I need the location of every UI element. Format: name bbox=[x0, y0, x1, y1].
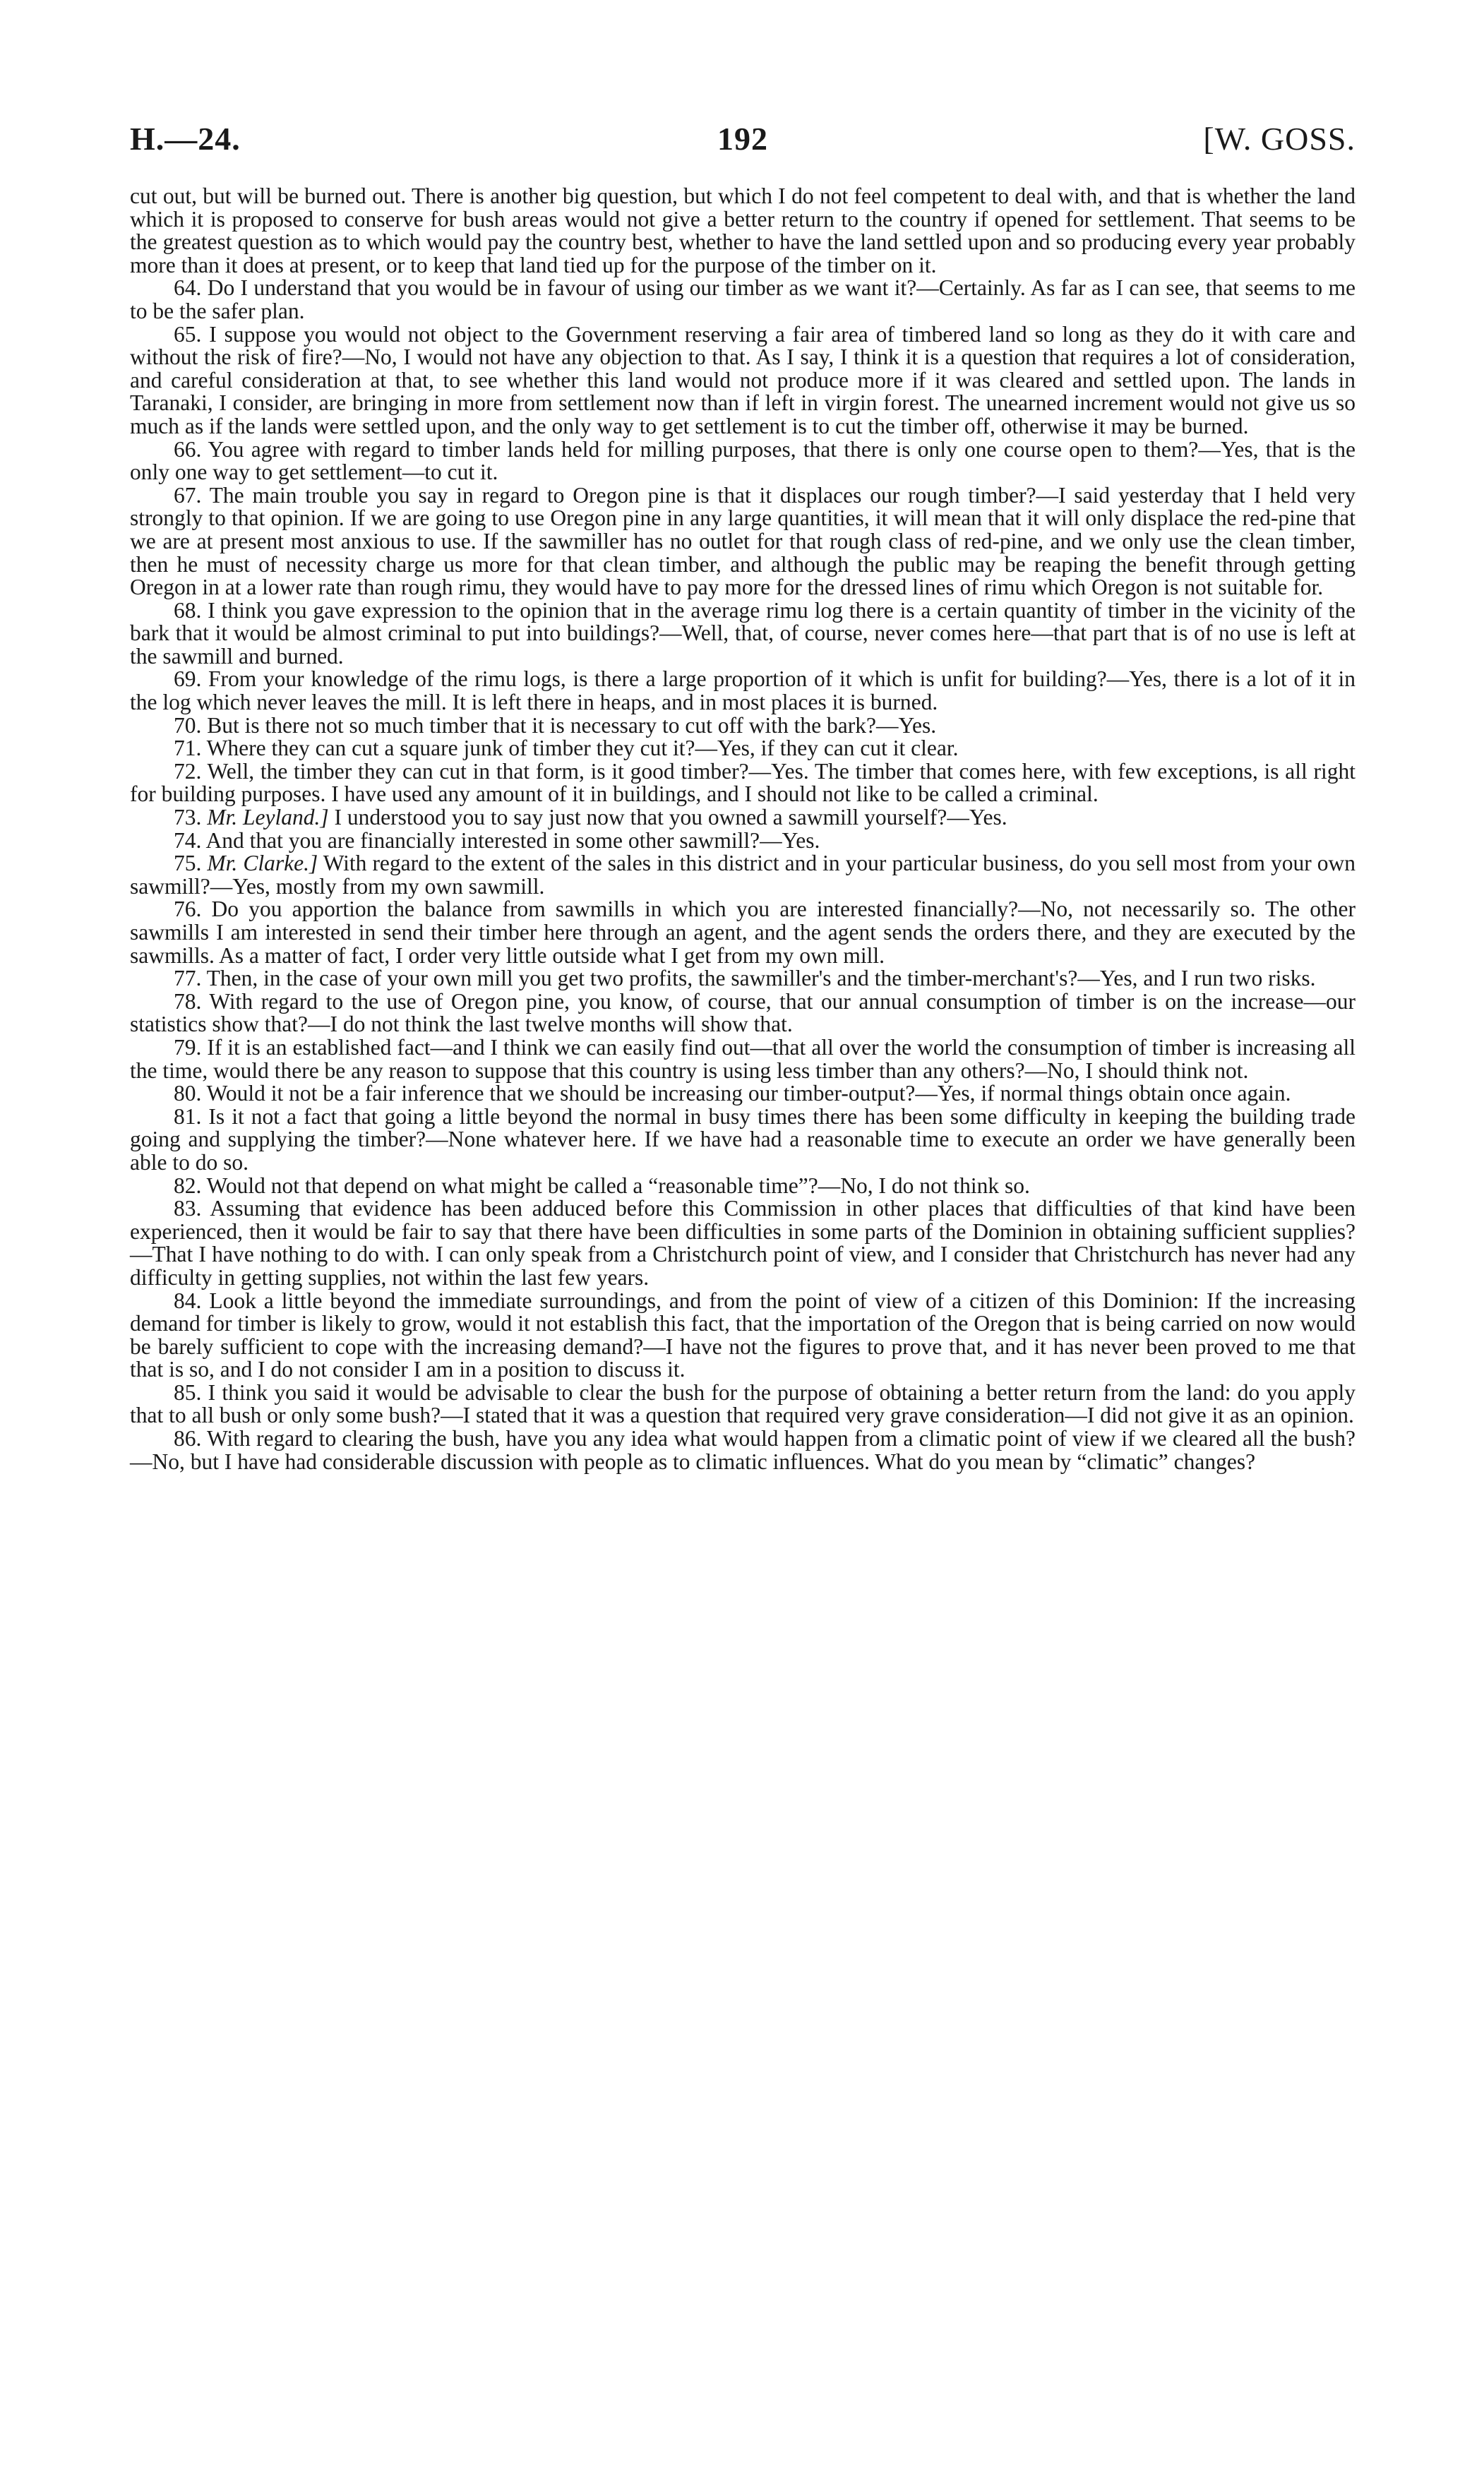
question-text: I understood you to say just now that you owned a sawmill yourself?—Yes. bbox=[334, 805, 1007, 830]
question-number: 75. bbox=[174, 851, 202, 876]
speaker-name: Mr. Clarke.] bbox=[207, 851, 318, 876]
question-68: 68. I think you gave expression to the opinion that in the average rimu log there is a certain quantity of timber in the vicinity of the bark that it would be almost criminal to put into buildings?—Well, that, of course, never comes here—that part that is of no use is left at the sawmill and burned. bbox=[130, 597, 1356, 669]
question-74: 74. And that you are financially interested in some other sawmill?—Yes. bbox=[174, 827, 820, 853]
question-64: 64. Do I understand that you would be in favour of using our timber as we want it?—Certainly. As far as I can see, that seems to me to be the safer plan. bbox=[130, 275, 1356, 323]
question-65: 65. I suppose you would not object to the Government reserving a fair area of timbered land so long as they do it with care and without the risk of fire?—No, I would not have any objection to that. As I say, I think it is a question that requires a lot of consideration, and careful consideration at that, to see whether this land would not produce more if it was cleared and settled upon. The lands in Taranaki, I consider, are bringing in more from settlement now than if left in virgin forest. The unearned increment would not give us so much as if the lands were settled upon, and the only way to get settlement is to cut the timber off, otherwise it may be burned. bbox=[130, 321, 1356, 438]
question-82: 82. Would not that depend on what might be called a “reasonable time”?—No, I do not think so. bbox=[174, 1173, 1030, 1198]
speaker-name: Mr. Leyland.] bbox=[207, 805, 329, 830]
question-80: 80. Would it not be a fair inference that we should be increasing our timber-output?—Yes, if normal things obtain once again. bbox=[174, 1081, 1291, 1106]
question-76: 76. Do you apportion the balance from sawmills in which you are interested financially?—No, not necessarily so. The other sawmills I am interested in send their timber here through an agent, and the agent sends the orders there, and they are executed by the sawmills. As a matter of fact, I order very little outside what I get from my own mill. bbox=[130, 897, 1356, 968]
question-78: 78. With regard to the use of Oregon pine, you know, of course, that our annual consumption of timber is on the increase—our statistics show that?—I do not think the last twelve months will show that. bbox=[130, 988, 1356, 1037]
question-86: 86. With regard to clearing the bush, have you any idea what would happen from a climatic point of view if we cleared all the bush?—No, but I have had considerable discussion with people as to climatic influences. What do you mean by “climatic” changes? bbox=[130, 1426, 1356, 1474]
question-81: 81. Is it not a fact that going a little beyond the normal in busy times there has been some difficulty in keeping the building trade going and supplying the timber?—None whatever here. If we have had a reasonable time to execute an order we have generally been able to do so. bbox=[130, 1103, 1356, 1175]
question-73 bbox=[130, 806, 1356, 829]
question-75 bbox=[130, 852, 1356, 898]
question-69: 69. From your knowledge of the rimu logs, is there a large proportion of it which is unfit for building?—Yes, there is a lot of it in the log which never leaves the mill. It is left there in heaps, and in most places it is burned. bbox=[130, 666, 1356, 715]
question-72: 72. Well, the timber they can cut in that form, is it good timber?—Yes. The timber that comes here, with few exceptions, is all right for building purposes. I have used any amount of it in buildings, and I should not like to be called a criminal. bbox=[130, 758, 1356, 807]
question-text: With regard to the extent of the sales in this district and in your particular business, do you sell most from your own sawmill?—Yes, mostly from my own sawmill. bbox=[130, 851, 1356, 899]
question-83: 83. Assuming that evidence has been adduced before this Commission in other places that difficulties of that kind have been experienced, then it would be fair to say that there have been difficulties in some parts of the Dominion in obtaining sufficient supplies?—That I have nothing to do with. I can only speak from a Christchurch point of view, and I consider that Christchurch has never had any difficulty in getting supplies, not within the last few years. bbox=[130, 1196, 1356, 1290]
question-77: 77. Then, in the case of your own mill you get two profits, the sawmiller's and the timber-merchant's?—Yes, and I run two risks. bbox=[174, 966, 1316, 991]
question-70: 70. But is there not so much timber that it is necessary to cut off with the bark?—Yes. bbox=[174, 712, 937, 738]
question-71: 71. Where they can cut a square junk of timber they cut it?—Yes, if they can cut it clear. bbox=[174, 736, 959, 761]
question-79: 79. If it is an established fact—and I think we can easily find out—that all over the world the consumption of timber is increasing all the time, would there be any reason to suppose that this country is using less timber than any others?—No, I should think not. bbox=[130, 1034, 1356, 1083]
document-reference: H.—24. bbox=[130, 121, 241, 157]
body-text bbox=[130, 185, 1356, 1473]
question-number: 73. bbox=[174, 805, 202, 830]
question-66: 66. You agree with regard to timber lands held for milling purposes, that there is only one course open to them?—Yes, that is the only one way to get settlement—to cut it. bbox=[130, 436, 1356, 485]
question-67: 67. The main trouble you say in regard to Oregon pine is that it displaces our rough timber?—I said yesterday that I held very strongly to that opinion. If we are going to use Oregon pine in any large quantities, it will mean that it will only displace the red-pine that we are at present most anxious to use. If the sawmiller has no outlet for that rough class of red-pine, and we only use the clean timber, then he must of necessity charge us more for that clean timber, and although the public may be reaping the benefit through getting Oregon in at a lower rate than rough rimu, they would have to pay more for the dressed lines of rimu which Oregon is not suitable for. bbox=[130, 482, 1356, 600]
question-85: 85. I think you said it would be advisable to clear the bush for the purpose of obtaining a better return from the land: do you apply that to all bush or only some bush?—I stated that it was a question that required very grave consideration—I did not give it as an opinion. bbox=[130, 1379, 1356, 1428]
opening-paragraph: cut out, but will be burned out. There is another big question, but which I do not feel competent to deal with, and that is whether the land which it is proposed to conserve for bush areas would not give a better return to the country if opened for settlement. That seems to be the greatest question as to which would pay the country best, whether to have the land settled upon and so producing every year probably more than it does at present, or to keep that land tied up for the purpose of the timber on it. bbox=[130, 184, 1356, 277]
question-84: 84. Look a little beyond the immediate surroundings, and from the point of view of a citizen of this Dominion: If the increasing demand for timber is likely to grow, would it not establish this fact, that the importation of the Oregon that is being carried on now would be barely sufficient to cope with the increasing demand?—I have not the figures to prove that, and it has never been proved to me that that is so, and I do not consider I am in a position to discuss it. bbox=[130, 1288, 1356, 1382]
page-number: 192 bbox=[717, 121, 768, 157]
page-header bbox=[130, 120, 1356, 165]
witness-name: [W. GOSS. bbox=[1203, 121, 1356, 157]
